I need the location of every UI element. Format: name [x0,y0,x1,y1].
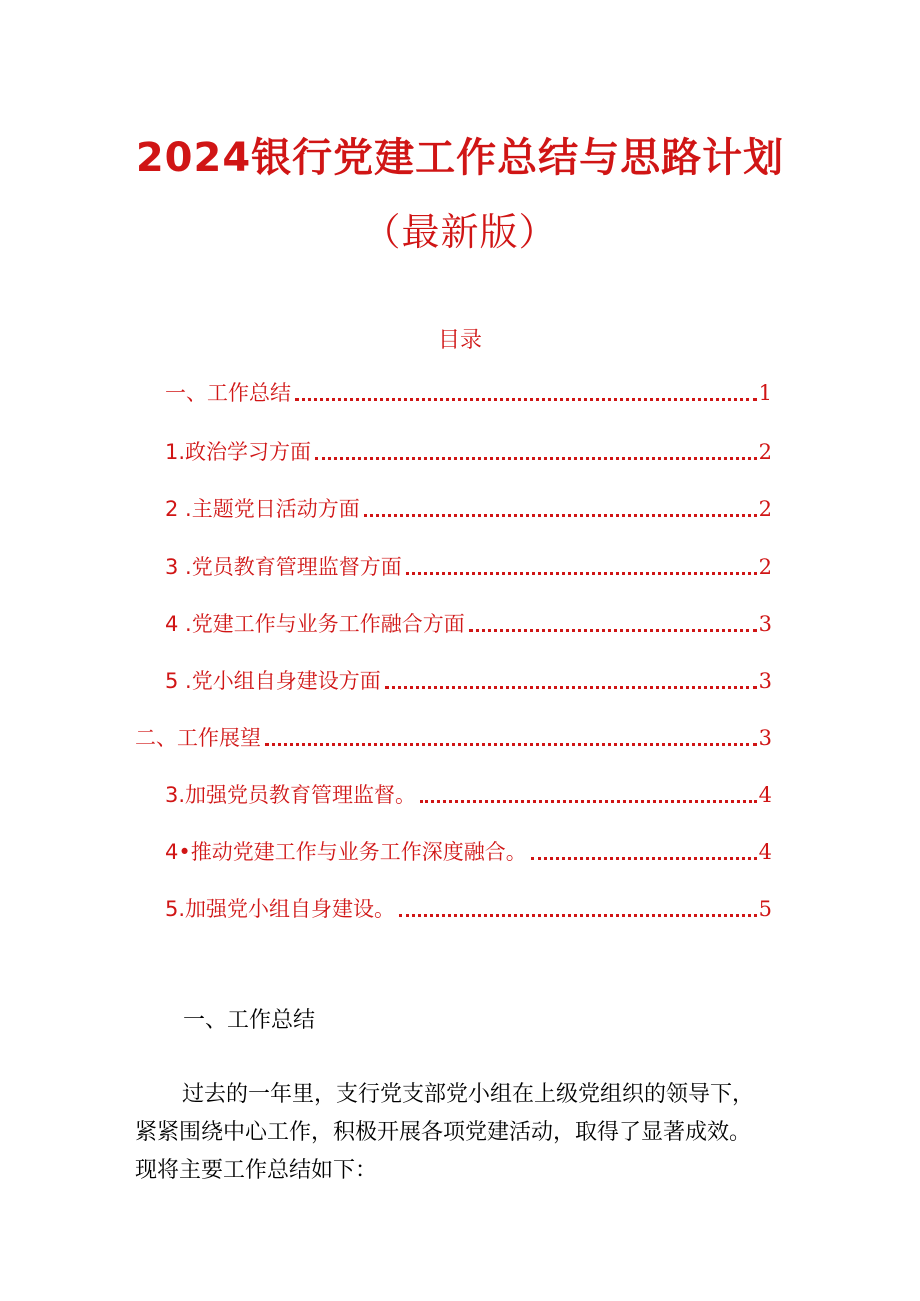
toc-entry-label: 4•推动党建工作与业务工作深度融合。 [165,840,527,864]
toc-heading: 目录 [437,328,482,353]
toc-entry[interactable] [165,552,772,582]
document-title: 2024银行党建工作总结与思路计划 [135,135,785,181]
toc-entry[interactable] [165,437,772,467]
toc-entry[interactable] [165,780,772,810]
toc-entry-label: 4 .党建工作与业务工作融合方面 [165,612,465,636]
toc-entry-label: 5 .党小组自身建设方面 [165,669,381,693]
toc-entry-page: 3 [758,669,772,693]
toc-entry-label: 二、工作展望 [135,726,261,750]
toc-dot-leader [315,457,757,460]
body-paragraph-line: 过去的一年里，支行党支部党小组在上级党组织的领导下， [182,1082,755,1107]
toc-dot-leader [295,398,757,401]
toc-entry-label: 一、工作总结 [165,381,291,405]
toc-entry-label: 5.加强党小组自身建设。 [165,897,396,921]
toc-entry-page: 3 [758,612,772,636]
toc-entry-page: 2 [758,497,772,521]
toc-entry[interactable] [135,723,772,753]
toc-entry-page: 2 [758,440,772,464]
toc-dot-leader [385,686,757,689]
toc-entry-label: 3 .党员教育管理监督方面 [165,555,402,579]
toc-dot-leader [265,743,757,746]
toc-dot-leader [364,514,757,517]
toc-entry-page: 4 [758,840,772,864]
toc-entry[interactable] [165,609,772,639]
toc-entry-label: 1.政治学习方面 [165,440,312,464]
toc-entry-page: 5 [758,897,772,921]
toc-entry-page: 2 [758,555,772,579]
toc-entry[interactable] [165,894,772,924]
toc-entry-page: 1 [758,381,772,405]
section-heading: 一、工作总结 [183,1008,316,1033]
toc-dot-leader [406,572,757,575]
toc-dot-leader [531,857,757,860]
document-subtitle: （最新版） [362,210,558,254]
toc-entry[interactable] [165,666,772,696]
toc-entry-label: 3.加强党员教育管理监督。 [165,783,417,807]
body-paragraph-line: 现将主要工作总结如下： [135,1158,378,1183]
toc-dot-leader [420,800,757,803]
toc-entry-label: 2 .主题党日活动方面 [165,497,360,521]
toc-entry[interactable] [165,494,772,524]
toc-entry-page: 3 [758,726,772,750]
toc-entry-page: 4 [758,783,772,807]
toc-dot-leader [469,629,757,632]
toc-entry[interactable] [165,837,772,867]
toc-entry[interactable] [165,378,772,408]
toc-dot-leader [399,914,757,917]
body-paragraph-line: 紧紧围绕中心工作，积极开展各项党建活动，取得了显著成效。 [135,1120,752,1145]
